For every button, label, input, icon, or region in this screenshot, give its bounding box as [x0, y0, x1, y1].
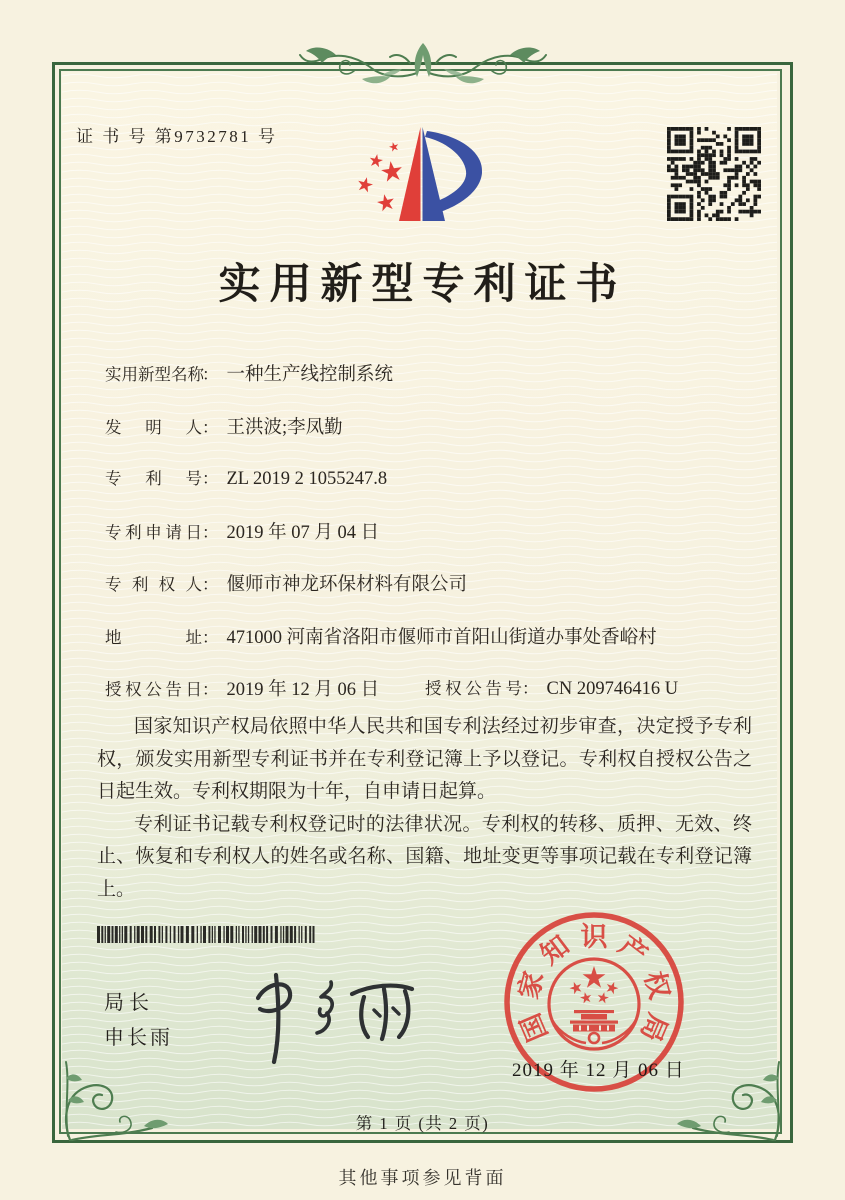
top-dragon-flourish-ornament [296, 33, 550, 91]
director-name: 申长雨 [104, 1027, 173, 1049]
seal-char-3: 知 [535, 929, 575, 971]
certificate-number: 证 书 号 第9732781 号 [76, 127, 278, 146]
field-colon: ： [202, 628, 219, 647]
field-row-name [105, 360, 393, 386]
field-value-name: 一种生产线控制系统 [226, 365, 394, 385]
field-row-grant [105, 675, 679, 701]
field-row-address [105, 623, 657, 649]
qr-code [667, 127, 761, 221]
field-label-patentee: 专利权人 [105, 575, 202, 594]
director-signature [236, 970, 426, 1068]
field-label-grant-no: 授权公告号 [425, 679, 522, 698]
field-value-filing-date: 2019 年 07 月 04 日 [226, 523, 380, 543]
seal-char-4: 识 [580, 922, 608, 952]
field-label-grant-date: 授权公告日 [105, 680, 202, 699]
field-value-address: 471000 河南省洛阳市偃师市首阳山街道办事处香峪村 [226, 628, 657, 648]
director-title-label: 局长 [104, 992, 154, 1014]
seal-char-2: 家 [513, 968, 550, 1003]
field-label-patent-no: 专利号 [105, 469, 202, 488]
field-value-patentee: 偃师市神龙环保材料有限公司 [226, 575, 468, 595]
field-label-address: 地址 [105, 628, 202, 647]
field-value-patent-no: ZL 2019 2 1055247.8 [226, 469, 388, 489]
page-number: 第 1 页 (共 2 页) [355, 1114, 490, 1133]
field-label-filing-date: 专利申请日 [105, 523, 202, 542]
field-row-patent-no [105, 465, 387, 490]
seal-char-7: 局 [634, 1009, 673, 1046]
field-label-inventor: 发明人 [105, 418, 202, 437]
field-row-patentee [105, 570, 467, 596]
center-leaf [415, 43, 431, 77]
field-value-grant-date: 2019 年 12 月 06 日 [226, 680, 380, 700]
field-colon: ： [202, 365, 219, 384]
field-label-name: 实用新型名称 [105, 365, 204, 384]
field-value-grant-no: CN 209746416 U [546, 679, 679, 699]
seal-char-5: 产 [613, 929, 653, 971]
field-colon: ： [202, 469, 219, 488]
field-colon: ： [202, 418, 219, 437]
field-row-inventor [105, 413, 343, 439]
field-colon: ： [202, 575, 219, 594]
cnipa-logo-icon [352, 121, 492, 233]
field-colon: ： [202, 523, 219, 542]
seal-national-emblem [549, 959, 639, 1049]
seal-date: 2019 年 12 月 06 日 [512, 1060, 685, 1081]
seal-char-6: 权 [638, 968, 675, 1003]
seal-char-1: 国 [515, 1009, 554, 1046]
legal-paragraph-1: 国家知识产权局依照中华人民共和国专利法经过初步审查，决定授予专利权，颁发实用新型专利证书并在专利登记簿上予以登记。专利权自授权公告之日起生效。专利权期限为十年，自申请日起算。 [97, 716, 752, 802]
back-side-note: 其他事项参见背面 [338, 1168, 507, 1188]
document-title: 实用新型专利证书 [218, 262, 627, 308]
field-colon: ： [202, 680, 219, 699]
field-value-inventor: 王洪波;李凤勤 [226, 418, 343, 438]
legal-text-block [97, 711, 752, 906]
barcode [97, 926, 319, 943]
legal-paragraph-2: 专利证书记载专利权登记时的法律状况。专利权的转移、质押、无效、终止、恢复和专利权人的姓名或名称、国籍、地址变更等事项记载在专利登记簿上。 [97, 813, 752, 900]
field-colon: ： [522, 679, 539, 698]
field-row-filing-date [105, 518, 379, 544]
field-group-grant-no [425, 675, 678, 700]
logo-cone-left [399, 127, 421, 221]
